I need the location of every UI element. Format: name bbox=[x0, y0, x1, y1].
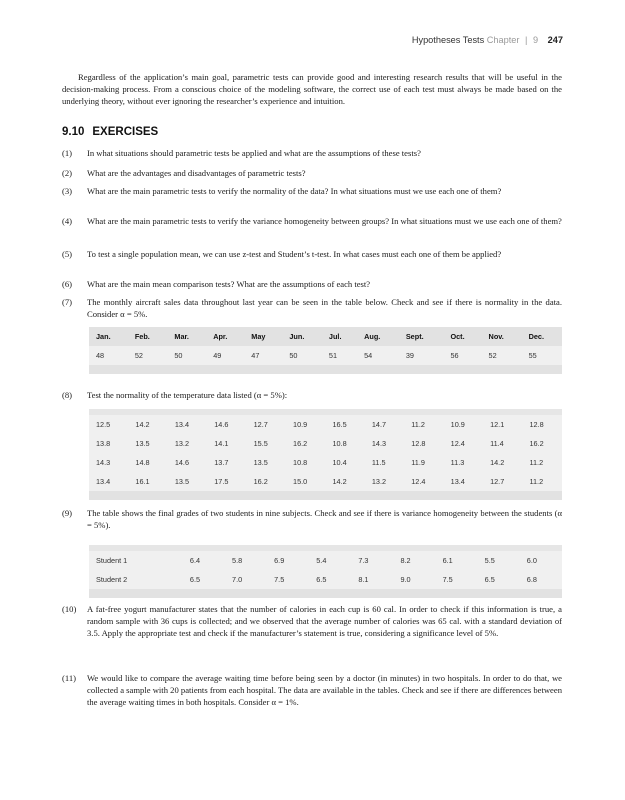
temperature-cell: 14.6 bbox=[174, 458, 190, 467]
running-header-title: Hypotheses Tests bbox=[411, 35, 485, 45]
temperature-cell: 12.1 bbox=[490, 420, 505, 429]
temperature-cell: 10.9 bbox=[293, 420, 308, 429]
temperature-cell: 13.2 bbox=[174, 439, 190, 448]
exercise-number: (11) bbox=[62, 673, 76, 683]
temperature-cell: 15.0 bbox=[293, 477, 308, 486]
temperature-cell: 14.6 bbox=[214, 420, 229, 429]
grade-cell: 6.8 bbox=[526, 575, 537, 584]
temperature-cell: 13.5 bbox=[135, 439, 150, 448]
exercise-text: What are the advantages and disadvantages of parametric tests? bbox=[87, 168, 306, 178]
exercise-number: (10) bbox=[62, 604, 77, 614]
month-header: Aug. bbox=[357, 327, 399, 346]
temperature-cell: 14.2 bbox=[135, 420, 150, 429]
exercise-number: (2) bbox=[62, 168, 73, 178]
exercise-text: What are the main parametric tests to verify the variance homogeneity between groups? In what situations must we use each one of them? bbox=[87, 216, 562, 226]
intro-paragraph: Regardless of the application’s main goal, parametric tests can provide good and interesting research results that will be useful in the decision-making process. From a conscious choice of the modeling software, the correct use of each test must always be made based on the underlying theory, without ever ignoring the researcher’s experience and intuition. bbox=[62, 72, 562, 106]
exercise-number: (4) bbox=[62, 216, 73, 226]
sales-cell: 39 bbox=[405, 351, 414, 360]
temperature-cell: 12.7 bbox=[253, 420, 268, 429]
temperature-cell: 14.3 bbox=[96, 458, 111, 467]
exercise-number: (6) bbox=[62, 279, 73, 289]
temperature-cell: 13.8 bbox=[96, 439, 111, 448]
exercise-number: (8) bbox=[62, 390, 73, 400]
temperature-cell: 14.8 bbox=[135, 458, 150, 467]
temperature-cell: 12.7 bbox=[490, 477, 505, 486]
running-header-separator: | bbox=[525, 35, 528, 45]
temperature-cell: 14.1 bbox=[214, 439, 229, 448]
exercise-item bbox=[62, 389, 562, 401]
month-header: Jan. bbox=[89, 327, 128, 346]
temperature-cell: 16.1 bbox=[135, 477, 150, 486]
page-number: 247 bbox=[547, 35, 563, 45]
temperature-cell: 13.4 bbox=[450, 477, 465, 486]
temperature-cell: 17.5 bbox=[214, 477, 229, 486]
grade-cell: 9.0 bbox=[400, 575, 411, 584]
temperature-cell: 16.2 bbox=[529, 439, 544, 448]
running-header-chapter-label: Chapter bbox=[486, 35, 520, 45]
month-header: Jun. bbox=[282, 327, 322, 346]
exercise-number: (3) bbox=[62, 186, 73, 196]
exercise-text: What are the main parametric tests to verify the normality of the data? In what situations must we use each one of them? bbox=[87, 186, 502, 196]
sales-cell: 47 bbox=[251, 351, 260, 360]
exercise-item bbox=[62, 296, 562, 320]
exercise-item bbox=[62, 147, 562, 159]
exercise-text: Test the normality of the temperature data listed (α = 5%): bbox=[87, 390, 288, 400]
sales-cell: 51 bbox=[328, 351, 338, 360]
grade-cell: 6.5 bbox=[189, 575, 201, 584]
sales-cell: 56 bbox=[450, 351, 459, 360]
temperature-cell: 14.2 bbox=[490, 458, 505, 467]
exercise-number: (7) bbox=[62, 297, 73, 307]
exercise-text: A fat-free yogurt manufacturer states that the number of calories in each cup is 60 cal. In order to check if this information is true, a random sample with 36 cups is collected; and we observed that the average number of calories was 65 cal. with a standard deviation of 3.5. Apply the appropriate test and check if the manufacturer’s statement is true, considering a significance level of 5%. bbox=[87, 604, 562, 638]
temperature-cell: 14.2 bbox=[332, 477, 347, 486]
month-header: Feb. bbox=[128, 327, 168, 346]
sales-cell: 52 bbox=[134, 351, 143, 360]
month-header: Nov. bbox=[482, 327, 522, 346]
temperature-table bbox=[89, 409, 562, 500]
month-header: Mar. bbox=[167, 327, 206, 346]
temperature-cell: 12.5 bbox=[96, 420, 111, 429]
temperature-cell: 15.5 bbox=[253, 439, 268, 448]
grade-cell: 7.0 bbox=[232, 575, 243, 584]
temperature-cell: 10.8 bbox=[293, 458, 308, 467]
temperature-cell: 11.2 bbox=[529, 477, 544, 486]
temperature-cell: 13.5 bbox=[174, 477, 190, 486]
temperature-cell: 16.2 bbox=[253, 477, 268, 486]
grade-cell: 7.3 bbox=[358, 556, 369, 565]
sales-cell: 54 bbox=[364, 351, 373, 360]
grade-cell: 5.4 bbox=[316, 556, 327, 565]
exercise-number: (1) bbox=[62, 148, 73, 158]
grade-cell: 5.8 bbox=[232, 556, 243, 565]
section-heading bbox=[62, 126, 158, 138]
exercise-text: In what situations should parametric tests be applied and what are the assumptions of these tests? bbox=[87, 148, 421, 158]
sales-cell: 48 bbox=[96, 351, 105, 360]
grade-cell: 6.4 bbox=[189, 556, 201, 565]
grade-cell: 6.9 bbox=[274, 556, 285, 565]
grade-cell: 6.1 bbox=[442, 556, 453, 565]
exercise-item bbox=[62, 167, 562, 179]
temperature-cell: 13.7 bbox=[214, 458, 229, 467]
sales-cell: 49 bbox=[213, 351, 222, 360]
temperature-cell: 16.2 bbox=[293, 439, 308, 448]
month-header: May bbox=[244, 327, 282, 346]
exercise-number: (5) bbox=[62, 249, 73, 259]
temperature-cell: 12.8 bbox=[411, 439, 426, 448]
sales-cell: 50 bbox=[289, 351, 298, 360]
month-header: Jul. bbox=[322, 327, 357, 346]
section-number: 9.10 bbox=[62, 126, 85, 138]
exercise-item bbox=[62, 215, 562, 227]
sales-table bbox=[89, 327, 562, 374]
grade-cell: 8.1 bbox=[358, 575, 369, 584]
exercise-text: The monthly aircraft sales data throughout last year can be seen in the table below. Check and see if there is normality in the data. Consider α = 5%. bbox=[87, 297, 562, 319]
student-label: Student 2 bbox=[96, 575, 128, 584]
temperature-cell: 13.4 bbox=[174, 420, 190, 429]
month-header: Dec. bbox=[522, 327, 562, 346]
section-title: EXERCISES bbox=[92, 126, 159, 138]
running-header-chapter-number: 9 bbox=[532, 35, 539, 45]
month-header: Sept. bbox=[399, 327, 444, 346]
exercise-text: The table shows the final grades of two students in nine subjects. Check and see if there is variance homogeneity between the students (α = 5%). bbox=[87, 508, 562, 530]
table-footer-band bbox=[89, 491, 562, 500]
exercise-item bbox=[62, 185, 562, 197]
exercise-item bbox=[62, 248, 562, 260]
grade-cell: 6.0 bbox=[526, 556, 537, 565]
temperature-cell: 11.9 bbox=[411, 458, 425, 467]
student-label: Student 1 bbox=[96, 556, 128, 565]
temperature-cell: 11.5 bbox=[371, 458, 386, 467]
exercise-text: We would like to compare the average waiting time before being seen by a doctor (in minutes) in two hospitals. In order to do that, we collected a sample with 20 patients from each hospital. The data are available in the tables. Check and see if there are differences between the average waiting times in both hospitals. Consider α = 1%. bbox=[87, 673, 562, 707]
exercise-item bbox=[62, 672, 562, 708]
exercise-item bbox=[62, 507, 562, 531]
temperature-cell: 14.7 bbox=[371, 420, 387, 429]
temperature-cell: 10.4 bbox=[332, 458, 347, 467]
temperature-cell: 11.2 bbox=[411, 420, 425, 429]
temperature-cell: 11.2 bbox=[529, 458, 544, 467]
table-footer-band bbox=[89, 365, 562, 374]
exercise-item bbox=[62, 278, 562, 290]
sales-cell: 55 bbox=[528, 351, 537, 360]
running-header bbox=[412, 35, 563, 45]
temperature-cell: 12.4 bbox=[450, 439, 465, 448]
temperature-cell: 11.4 bbox=[490, 439, 504, 448]
grade-cell: 6.5 bbox=[484, 575, 495, 584]
temperature-cell: 11.3 bbox=[450, 458, 465, 467]
temperature-cell: 13.4 bbox=[96, 477, 111, 486]
exercise-text: To test a single population mean, we can use z-test and Student’s t-test. In what cases must each one of them be applied? bbox=[87, 249, 502, 259]
month-header: Apr. bbox=[206, 327, 244, 346]
temperature-cell: 10.9 bbox=[450, 420, 465, 429]
table-footer-band bbox=[89, 589, 562, 598]
grade-cell: 8.2 bbox=[400, 556, 411, 565]
grades-table bbox=[89, 545, 562, 598]
temperature-cell: 13.2 bbox=[371, 477, 387, 486]
grade-cell: 6.5 bbox=[316, 575, 327, 584]
temperature-cell: 12.8 bbox=[529, 420, 544, 429]
exercise-number: (9) bbox=[62, 508, 73, 518]
grade-cell: 5.5 bbox=[484, 556, 495, 565]
temperature-cell: 16.5 bbox=[332, 420, 347, 429]
temperature-cell: 14.3 bbox=[371, 439, 387, 448]
sales-cell: 52 bbox=[488, 351, 497, 360]
exercise-text: What are the main mean comparison tests? What are the assumptions of each test? bbox=[87, 279, 371, 289]
exercise-item bbox=[62, 603, 562, 639]
temperature-cell: 12.4 bbox=[411, 477, 426, 486]
month-header: Oct. bbox=[443, 327, 481, 346]
temperature-cell: 13.5 bbox=[253, 458, 268, 467]
temperature-cell: 10.8 bbox=[332, 439, 347, 448]
sales-cell: 50 bbox=[174, 351, 183, 360]
grade-cell: 7.5 bbox=[442, 575, 453, 584]
grade-cell: 7.5 bbox=[274, 575, 285, 584]
